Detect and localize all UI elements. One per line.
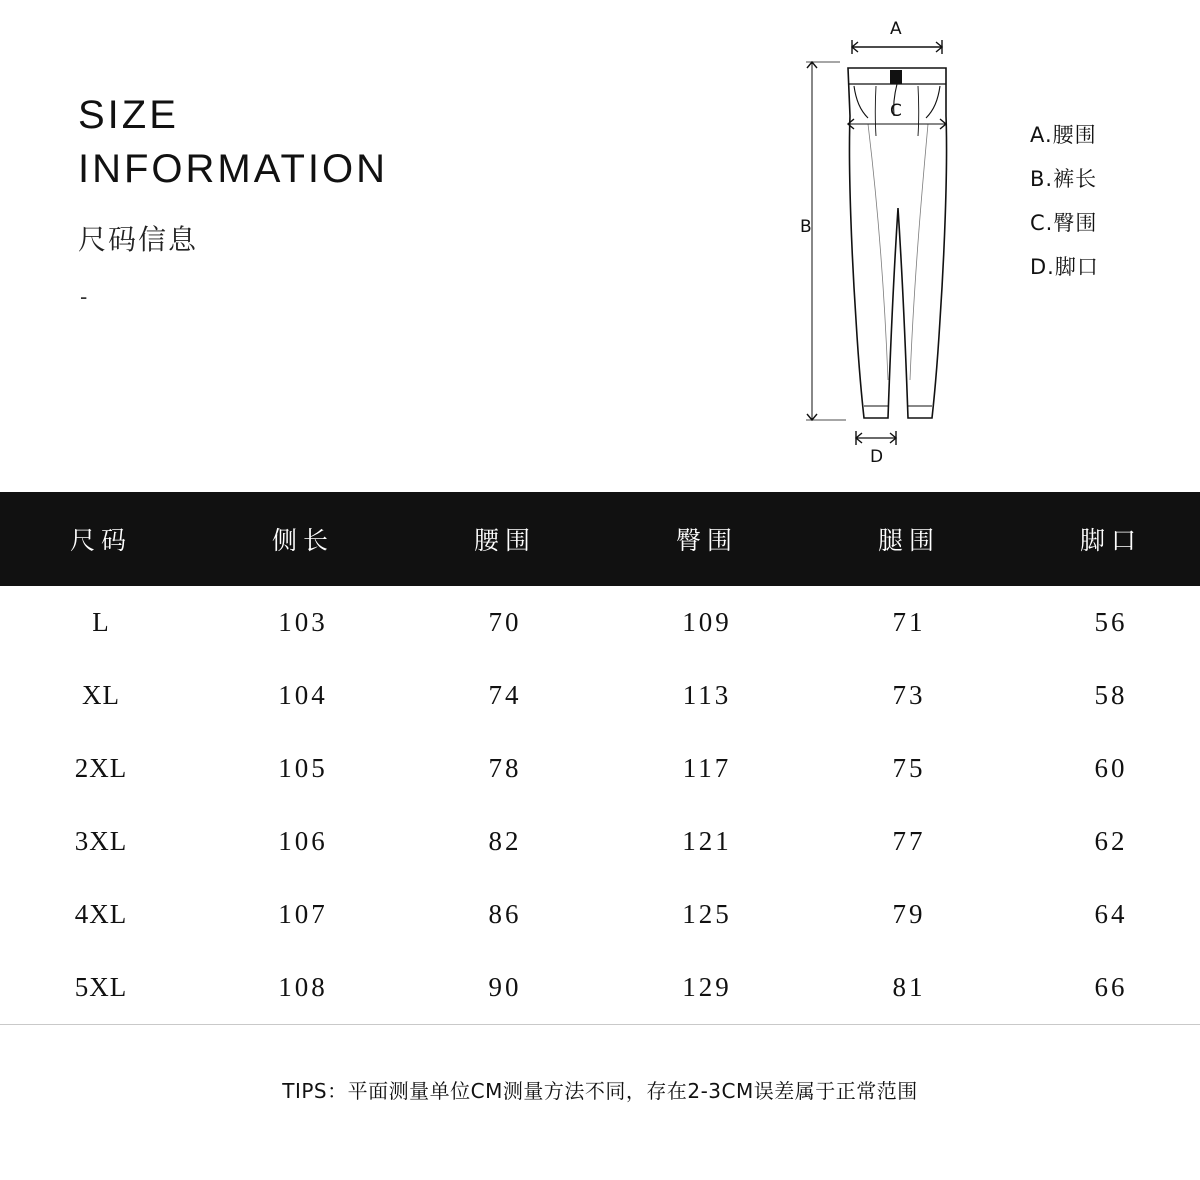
cell-side-length: 105 (278, 753, 328, 783)
cell-side-length: 107 (278, 899, 328, 929)
cell-thigh: 71 (892, 607, 926, 637)
legend-item-cuff: D.脚口 (1030, 255, 1099, 279)
size-table (0, 492, 1200, 1025)
cell-cuff: 58 (1094, 680, 1128, 710)
legend-item-hip: C.臀围 (1030, 211, 1098, 235)
cell-hip: 109 (682, 607, 732, 637)
column-header-hip: 臀围 (606, 492, 808, 586)
measurement-legend (1030, 125, 1190, 301)
table-row (0, 951, 1200, 1025)
cell-waist: 78 (488, 753, 522, 783)
cell-waist: 74 (488, 680, 522, 710)
pants-measurement-diagram (780, 20, 1010, 470)
column-header-waist: 腰围 (404, 492, 606, 586)
cell-hip: 125 (682, 899, 732, 929)
cell-waist: 70 (488, 607, 522, 637)
table-row (0, 805, 1200, 878)
table-row (0, 586, 1200, 659)
table-header-row (0, 492, 1200, 586)
cell-size: 5XL (0, 951, 202, 1025)
cell-size: XL (82, 680, 120, 710)
page-subtitle: 尺码信息 (78, 223, 199, 256)
cell-hip: 121 (682, 826, 732, 856)
legend-item-length: B.裤长 (1030, 167, 1098, 191)
table-row (0, 878, 1200, 951)
title-dash: - (80, 284, 88, 309)
page-title-line-2: INFORMATION (78, 147, 389, 191)
cell-size: 4XL (74, 899, 128, 929)
cell-cuff: 66 (1010, 951, 1200, 1025)
size-table-body (0, 586, 1200, 1025)
page-title-line-1: SIZE (78, 93, 179, 137)
cell-size: L (92, 607, 110, 637)
cell-waist: 90 (404, 951, 606, 1025)
cell-thigh: 79 (892, 899, 926, 929)
column-header-size: 尺码 (0, 492, 202, 586)
title-block (78, 88, 638, 310)
cell-thigh: 75 (892, 753, 926, 783)
cell-cuff: 56 (1094, 607, 1128, 637)
cell-thigh: 77 (892, 826, 926, 856)
size-table-header (0, 492, 1200, 586)
cell-hip: 113 (682, 680, 732, 710)
cell-waist: 86 (488, 899, 522, 929)
cell-cuff: 60 (1094, 753, 1128, 783)
column-header-side-length: 侧长 (202, 492, 404, 586)
cell-hip: 117 (682, 753, 732, 783)
cell-side-length: 108 (202, 951, 404, 1025)
cell-cuff: 64 (1094, 899, 1128, 929)
cell-size: 2XL (74, 753, 128, 783)
cell-waist: 82 (488, 826, 522, 856)
cell-thigh: 81 (808, 951, 1010, 1025)
cell-side-length: 103 (278, 607, 328, 637)
diagram-label-b: B (800, 217, 812, 237)
cell-side-length: 104 (278, 680, 328, 710)
header-section (0, 0, 1200, 490)
tips-note: TIPS：平面测量单位CM测量方法不同，存在2-3CM误差属于正常范围 (282, 1079, 918, 1103)
cell-hip: 129 (606, 951, 808, 1025)
table-row (0, 659, 1200, 732)
cell-size: 3XL (74, 826, 128, 856)
cell-side-length: 106 (278, 826, 328, 856)
column-header-thigh: 腿围 (808, 492, 1010, 586)
cell-cuff: 62 (1094, 826, 1128, 856)
diagram-label-c: C (890, 101, 902, 121)
table-row (0, 732, 1200, 805)
diagram-label-a: A (890, 20, 902, 39)
size-table-container (0, 492, 1200, 1025)
diagram-label-d: D (870, 447, 884, 467)
legend-item-waist: A.腰围 (1030, 123, 1097, 147)
cell-thigh: 73 (892, 680, 926, 710)
column-header-cuff: 脚口 (1010, 492, 1200, 586)
